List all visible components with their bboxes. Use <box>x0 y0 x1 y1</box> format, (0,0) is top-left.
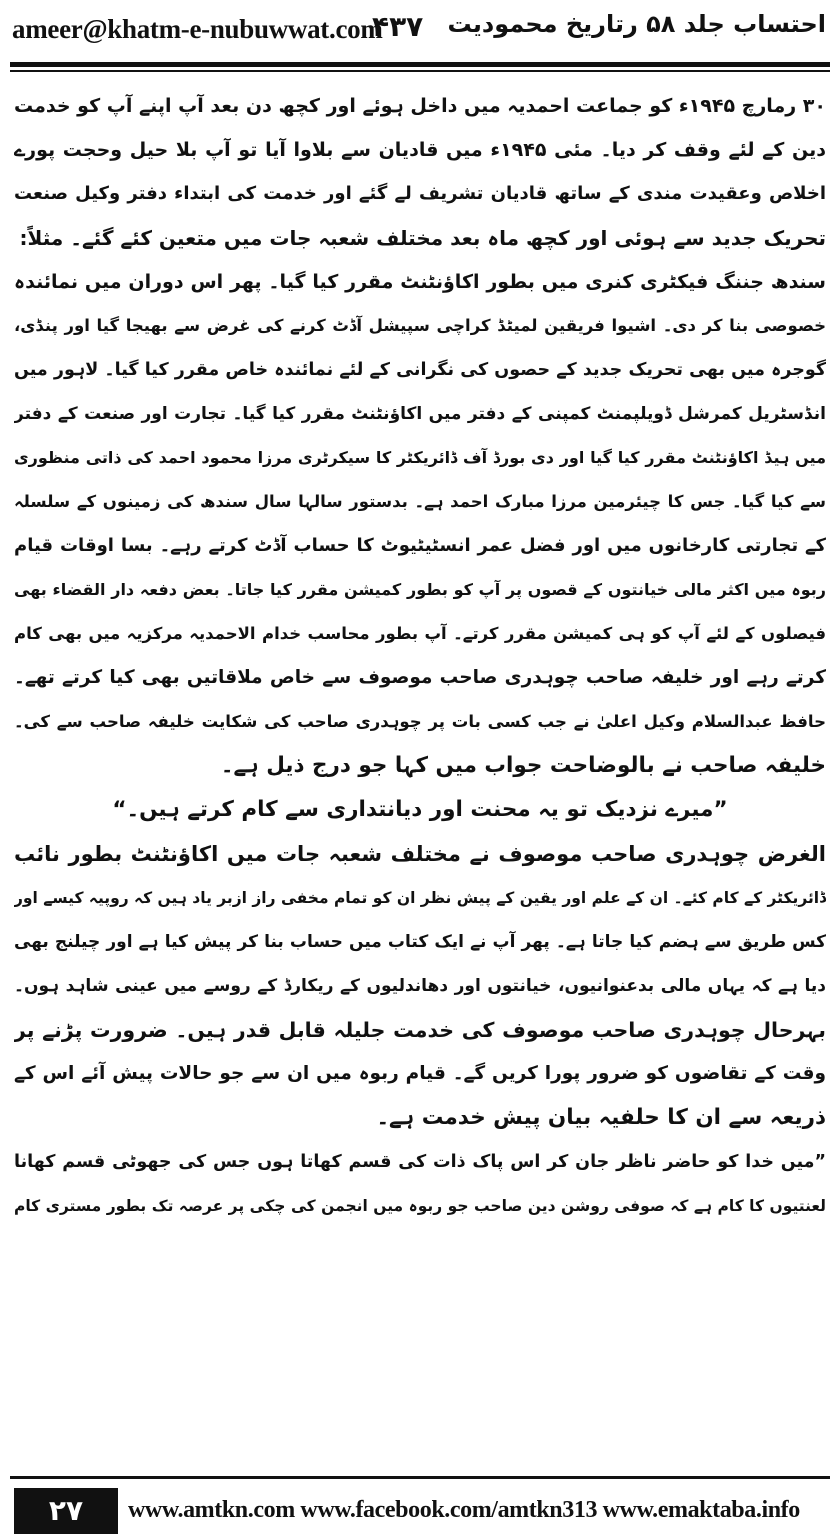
page-header <box>0 0 840 62</box>
text-line: تحریک جدید سے ہوئی اور کچھ ماہ بعد مختلف شعبہ جات میں متعین کئے گئے۔ مثلاً: <box>19 226 826 250</box>
text-line: سے کیا گیا۔ جس کا چیئرمین مرزا مبارک احمد ہے۔ بدستور سالہا سال سندھ کی زمینوں کے سلسلہ <box>14 492 826 511</box>
text-line: ذریعہ سے ان کا حلفیہ بیان پیش خدمت ہے۔ <box>376 1105 826 1130</box>
text-line: کس طریق سے ہضم کیا جاتا ہے۔ پھر آپ نے ایک کتاب میں حساب بنا کر پیش کیا ہے اور چیلنج بھی <box>14 932 826 952</box>
footer-rule <box>10 1476 830 1479</box>
text-line: ربوہ میں اکثر مالی خیانتوں کے قصوں پر آپ کو بطور کمیشن مقرر کیا جاتا۔ بعض دفعہ دار القضاء بھی <box>14 580 826 599</box>
text-line: لعنتیوں کا کام ہے کہ صوفی روشن دین صاحب جو ربوہ میں انجمن کی چکی پر عرصہ تک بطور مستری کام <box>14 1197 826 1215</box>
text-line: میں ہیڈ اکاؤنٹنٹ مقرر کیا گیا اور دی بورڈ آف ڈائریکٹر کا سیکرٹری مرزا محمود احمد کی ذاتی منظوری <box>14 448 826 467</box>
text-line: دیا ہے کہ یہاں مالی بدعنوانیوں، خیانتوں اور دھاندلیوں کے ریکارڈ کے روسے میں عینی شاہد ہوں۔ <box>14 976 826 996</box>
footer-links: www.amtkn.com www.facebook.com/amtkn313 www.emaktaba.info <box>128 1497 800 1523</box>
text-line: کرتے رہے اور خلیفہ صاحب چوہدری صاحب موصوف سے خاص ملاقاتیں بھی کیا کرتے تھے۔ <box>14 667 826 688</box>
text-line: گوجرہ میں بھی تحریک جدید کے حصوں کی نگرانی کے لئے نمائندہ خاص مقرر کیا گیا۔ لاہور میں <box>14 360 826 380</box>
text-line: کے تجارتی کارخانوں میں اور فضل عمر انسٹیٹیوٹ کا حساب آڈٹ کرتے رہے۔ بسا اوقات قیام <box>14 535 826 556</box>
header-email: ameer@khatm-e-nubuwwat.com <box>12 14 383 44</box>
header-rule-thick <box>10 62 830 67</box>
footer-page-number: ۲۷ <box>14 1488 118 1534</box>
text-line: ”میں خدا کو حاضر ناظر جان کر اس پاک ذات کی قسم کھاتا ہوں جس کی جھوٹی قسم کھانا <box>14 1152 826 1172</box>
text-line: خلیفہ صاحب نے بالوضاحت جواب میں کہا جو درج ذیل ہے۔ <box>220 753 826 778</box>
text-line: خصوصی بنا کر دی۔ اشیوا فریقین لمیٹڈ کراچی سپیشل آڈٹ کرنے کی غرض سے بھیجا گیا اور پنڈی، <box>14 316 826 335</box>
text-line: ۳۰ رمارچ ۱۹۴۵ء کو جماعت احمدیہ میں داخل ہوئے اور کچھ دن بعد آپ اپنے آپ کو خدمت <box>14 95 826 117</box>
text-line: دین کے لئے وقف کر دیا۔ مئی ۱۹۴۵ء میں قادیان سے بلاوا آیا تو آپ بلا حیل وحجت پورے <box>14 139 826 161</box>
text-line: الغرض چوہدری صاحب موصوف نے مختلف شعبہ جات میں اکاؤنٹنٹ بطور نائب <box>14 842 826 866</box>
text-line: فیصلوں کے لئے آپ کو ہی کمیشن مقرر کرتے۔ آپ بطور محاسب خدام الاحمدیہ مرکزیہ میں بھی کام <box>14 624 826 643</box>
text-line: ڈائریکٹر کے کام کئے۔ ان کے علم اور یقین کے پیش نظر ان کو تمام مخفی راز ازبر یاد ہیں کہ روپیہ کیسے اور <box>14 889 826 907</box>
header-rule-thin <box>10 70 830 72</box>
text-line: بہرحال چوہدری صاحب موصوف کی خدمت جلیلہ قابل قدر ہیں۔ ضرورت پڑنے پر <box>14 1018 826 1042</box>
text-line: سندھ جننگ فیکٹری کنری میں بطور اکاؤنٹنٹ مقرر کیا گیا۔ پھر اس دوران میں نمائندہ <box>14 271 826 293</box>
text-line: حافظ عبدالسلام وکیل اعلیٰ نے جب کسی بات پر چوہدری صاحب کی شکایت خلیفہ صاحب سے کی۔ <box>14 712 826 731</box>
header-page-number: ۴۳۷ <box>372 10 424 43</box>
text-line: وقت کے تقاضوں کو ضرور پورا کریں گے۔ قیام ربوہ میں ان سے جو حالات پیش آئے اس کے <box>14 1063 826 1084</box>
text-line: اخلاص وعقیدت مندی کے ساتھ قادیان تشریف لے گئے اور خدمت کی ابتداء دفتر وکیل صنعت <box>14 183 826 204</box>
body-text <box>14 84 826 1474</box>
quote-line: ”میرے نزدیک تو یہ محنت اور دیانتداری سے کام کرتے ہیں۔“ <box>112 797 728 822</box>
header-title: احتساب جلد ۵۸ رتاریخ محمودیت <box>447 10 826 38</box>
text-line: انڈسٹریل کمرشل ڈویلپمنٹ کمپنی کے دفتر میں اکاؤنٹنٹ مقرر کیا گیا۔ تجارت اور صنعت کے دفتر <box>14 404 826 424</box>
